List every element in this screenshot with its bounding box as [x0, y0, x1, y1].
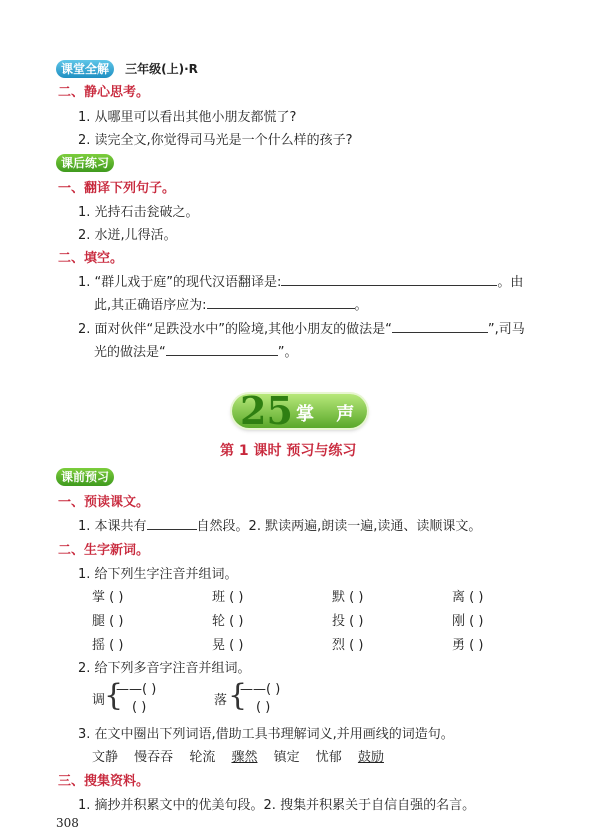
char-cell: 勇 ( ) — [452, 638, 484, 653]
question-text: 此,其正确语序应为: — [94, 298, 207, 313]
question: 2. 读完全文,你觉得司马光是一个什么样的孩子? — [78, 133, 353, 148]
char-cell: 掌 ( ) — [92, 590, 124, 605]
lesson-subtitle: 第 1 课时 预习与练习 — [220, 443, 357, 459]
vocab-word: 慢吞吞 — [134, 750, 174, 765]
answer-slot[interactable]: ( ) — [256, 700, 271, 715]
question-text: 2. 面对伙伴“足跌没水中”的险境,其他小朋友的做法是“ — [78, 322, 392, 337]
char-cell: 腿 ( ) — [92, 614, 124, 629]
char-cell: 班 ( ) — [212, 590, 244, 605]
question-text: ”,司马 — [487, 322, 525, 337]
fill-question — [78, 515, 481, 534]
answer-slot[interactable]: ( ) — [132, 700, 147, 715]
char-cell: 轮 ( ) — [212, 614, 244, 629]
polyphone-char: 落 — [214, 693, 228, 708]
section-title: 三、搜集资料。 — [58, 774, 150, 789]
badge-label: 课前预习 — [56, 468, 114, 486]
section-badge: 课堂全解 — [56, 60, 114, 78]
fill-question — [94, 341, 298, 360]
question: 2. 水迸,儿得活。 — [78, 228, 177, 243]
char-cell: 摇 ( ) — [92, 638, 124, 653]
vocab-word: 文静 — [92, 750, 119, 765]
answer-slot[interactable]: ——( ) — [116, 682, 157, 697]
answer-blank[interactable] — [166, 342, 278, 356]
fill-question — [78, 271, 523, 290]
question: 1. 从哪里可以看出其他小朋友都慌了? — [78, 110, 297, 125]
fill-question — [94, 294, 368, 313]
question: 3. 在文中圈出下列词语,借助工具书理解词义,并用画线的词造句。 — [78, 727, 454, 742]
char-cell: 烈 ( ) — [332, 638, 364, 653]
header — [56, 58, 198, 78]
question-text: 。 — [354, 298, 368, 313]
question-text: 自然段。2. 默读两遍,朗读一遍,读通、读顺课文。 — [196, 519, 482, 534]
char-cell: 晃 ( ) — [212, 638, 244, 653]
lesson-title-badge — [232, 388, 367, 433]
section-title: 二、填空。 — [58, 251, 124, 266]
char-cell: 默 ( ) — [332, 590, 364, 605]
question: 1. 摘抄并积累文中的优美句段。2. 搜集并积累关于自信自强的名言。 — [78, 798, 476, 813]
vocab-word-underlined: 骤然 — [231, 750, 258, 765]
vocab-word: 轮流 — [189, 750, 216, 765]
badge-label: 课后练习 — [56, 154, 114, 172]
vocab-word: 忧郁 — [315, 750, 342, 765]
question: 1. 给下列生字注音并组词。 — [78, 567, 238, 582]
pre-class-badge — [56, 466, 114, 486]
page-number: 308 — [56, 816, 79, 830]
question-text: 光的做法是“ — [94, 345, 166, 360]
section-title: 二、生字新词。 — [58, 543, 150, 558]
section-title: 一、翻译下列句子。 — [58, 181, 176, 196]
lesson-number: 25 — [240, 388, 293, 433]
char-cell: 离 ( ) — [452, 590, 484, 605]
brace-icon: { — [104, 678, 124, 713]
answer-blank[interactable] — [281, 272, 497, 286]
question-text: ”。 — [277, 345, 298, 360]
section-title: 一、预读课文。 — [58, 495, 150, 510]
char-cell: 投 ( ) — [332, 614, 364, 629]
question-text: 1. “群儿戏于庭”的现代汉语翻译是: — [78, 275, 282, 290]
char-row — [92, 634, 572, 653]
after-class-badge — [56, 152, 114, 172]
answer-blank[interactable] — [207, 295, 355, 309]
question: 2. 给下列多音字注音并组词。 — [78, 661, 251, 676]
grade-label: 三年级(上)·R — [125, 62, 198, 76]
question: 1. 光持石击瓮破之。 — [78, 205, 199, 220]
lesson-title: 掌 声 — [296, 404, 363, 425]
answer-slot[interactable]: ——( ) — [240, 682, 281, 697]
question-text: 1. 本课共有 — [78, 519, 147, 534]
brace-icon: { — [228, 678, 248, 713]
polyphone-item — [92, 679, 212, 719]
fill-question — [78, 318, 525, 337]
char-row — [92, 610, 572, 629]
vocab-list — [92, 746, 384, 765]
char-cell: 刚 ( ) — [452, 614, 484, 629]
char-row — [92, 586, 572, 605]
answer-blank[interactable] — [147, 516, 197, 530]
polyphone-item — [214, 679, 334, 719]
question-text: 。由 — [497, 275, 524, 290]
section-title: 二、静心思考。 — [58, 85, 150, 100]
polyphone-char: 调 — [92, 693, 106, 708]
vocab-word: 镇定 — [273, 750, 300, 765]
answer-blank[interactable] — [392, 319, 488, 333]
vocab-word-underlined: 鼓励 — [357, 750, 384, 765]
